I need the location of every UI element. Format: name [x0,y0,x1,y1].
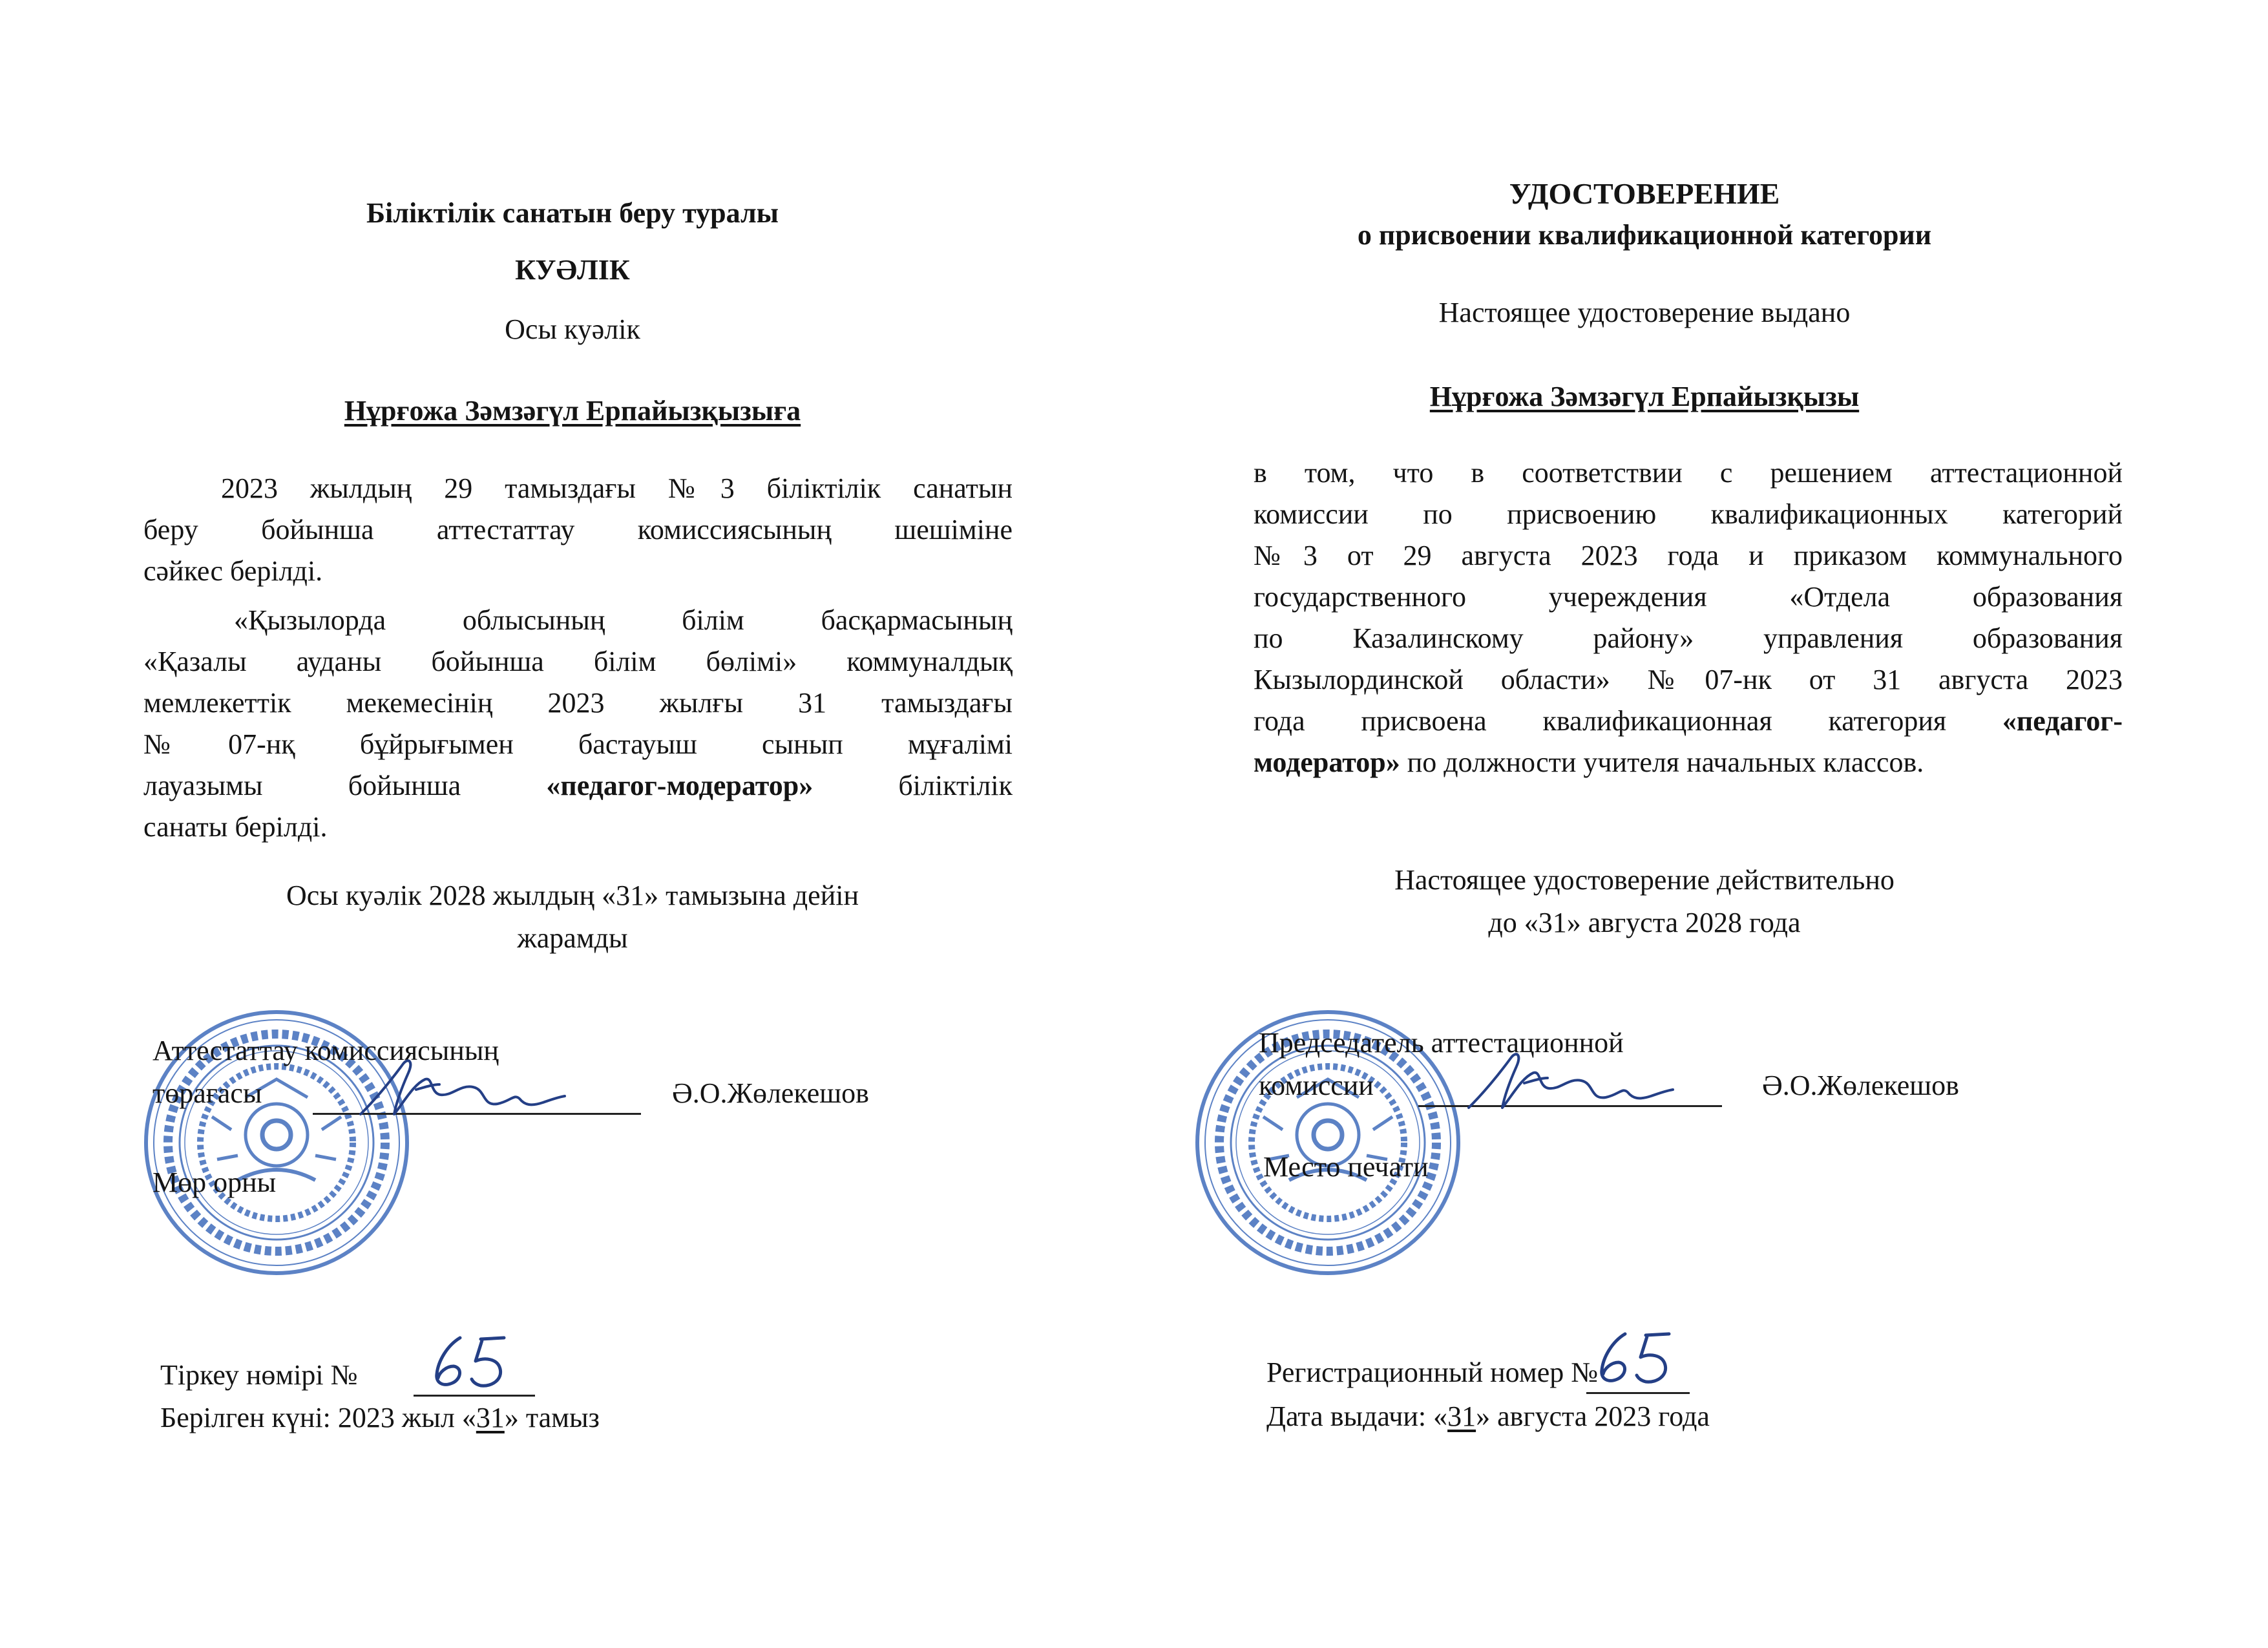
ru-body-line-8 [1254,742,2123,783]
ru-chair-label-1: Председатель аттестационной [1259,1027,1624,1059]
kz-para2-line: мемлекеттік мекемесінің 2023 жылғы 31 тамыздағы [143,687,1013,719]
kz-reg-label: Тіркеу нөмірі № [160,1359,358,1391]
kz-valid-line-1: Осы куәлік 2028 жылдың «31» тамызына дейін [286,880,859,911]
ru-valid-line-2: до «31» августа 2028 года [1488,907,1801,938]
ru-reg-number-handwritten [1594,1326,1678,1388]
kz-chair-label-1: Аттестаттау комиссиясының [152,1035,499,1066]
ru-seal-place: Место печати [1263,1151,1429,1183]
ru-body-line8-post: по должности учителя начальных классов. [1400,746,1924,778]
ru-body-line: в том, что в соответствии с решением аттестационной [1254,457,2123,489]
kz-para2-line5-post: біліктілік [813,770,1013,801]
kz-date-day: 31 [476,1402,505,1433]
ru-reg-label: Регистрационный номер № [1266,1357,1599,1388]
ru-signature-icon [1457,1041,1677,1125]
ru-category-bold: «педагог- [2002,705,2123,737]
ru-title: УДОСТОВЕРЕНИЕ [1509,177,1780,210]
kz-para2-line5-pre: лауазымы бойынша [143,770,547,801]
ru-date-post: » августа 2023 года [1476,1400,1710,1432]
ru-intro: Настоящее удостоверение выдано [1438,297,1851,328]
kz-issue-date [160,1397,600,1439]
ru-chair-label-2: комиссии [1259,1070,1374,1101]
kz-para1-line: беру бойынша аттестаттау комиссиясының шешіміне [143,514,1013,545]
ru-body-line: Кызылординской области» №07-нк от 31 августа 2023 [1254,664,2123,695]
ru-date-day: 31 [1447,1400,1476,1432]
kz-para2-line: №07-нқ бұйрығымен бастауыш сынып мұғалімі [143,728,1013,760]
kz-para1-line: сәйкес берілді. [143,555,323,587]
ru-body-line7-pre: года присвоена квалификационная категория [1254,705,2002,737]
ru-body-line: государственного учереждения «Отдела образования [1254,581,2123,613]
ru-body-line-7 [1254,701,2123,742]
ru-valid-line-1: Настоящее удостоверение действительно [1394,864,1895,896]
kz-para2-line: «Қызылорда облысының білім басқармасының [234,604,1013,636]
kz-category-bold: «педагог-модератор» [546,770,814,801]
ru-chair-name: Ә.О.Жөлекешов [1762,1070,1959,1101]
ru-issue-date [1266,1396,1710,1437]
kz-paragraph-2 [143,600,1013,848]
kz-chair-label-2: төрағасы [152,1077,262,1109]
ru-body-line: №3 от 29 августа 2023 года и приказом коммунального [1254,540,2123,571]
ru-body-line: комиссии по присвоению квалификационных категорий [1254,498,2123,530]
kz-para2-line: санаты берілді. [143,811,328,843]
ru-body-line: по Казалинскому району» управления образования [1254,622,2123,654]
certificate-russian [1134,0,2268,1648]
kz-signature-icon [349,1047,569,1131]
kz-intro: Осы куәлік [505,313,640,345]
kz-chair-name: Ә.О.Жөлекешов [672,1077,869,1109]
ru-date-pre: Дата выдачи: « [1266,1400,1448,1432]
kz-para2-line: «Қазалы ауданы бойынша білім бөлімі» коммуналдық [143,646,1013,677]
kz-date-post: » тамыз [504,1402,600,1433]
ru-reg-line [1586,1392,1690,1394]
kz-heading: Біліктілік санатын беру туралы [366,197,779,229]
kz-seal-place: Мөр орны [152,1167,277,1198]
kz-recipient: Нұрғожа Зәмзәгүл Ерпайызқызыға [344,395,801,427]
kz-paragraph-1 [143,468,1013,592]
ru-category-bold-2: модератор» [1254,746,1400,778]
kz-reg-number-handwritten [429,1330,513,1392]
ru-recipient: Нұрғожа Зәмзәгүл Ерпайызқызы [1429,381,1860,412]
ru-subtitle: о присвоении квалификационной категории [1357,219,1932,251]
kz-para1-line: 2023 жылдың 29 тамыздағы №3 біліктілік санатын [221,472,1013,504]
kz-para2-line-5 [143,765,1013,807]
kz-title: КУӘЛІК [515,254,630,286]
kz-date-pre: Берілген күні: 2023 жыл « [160,1402,476,1433]
ru-body-paragraph [1254,452,2123,783]
kz-valid-line-2: жарамды [517,922,628,954]
kz-reg-line [414,1395,535,1397]
